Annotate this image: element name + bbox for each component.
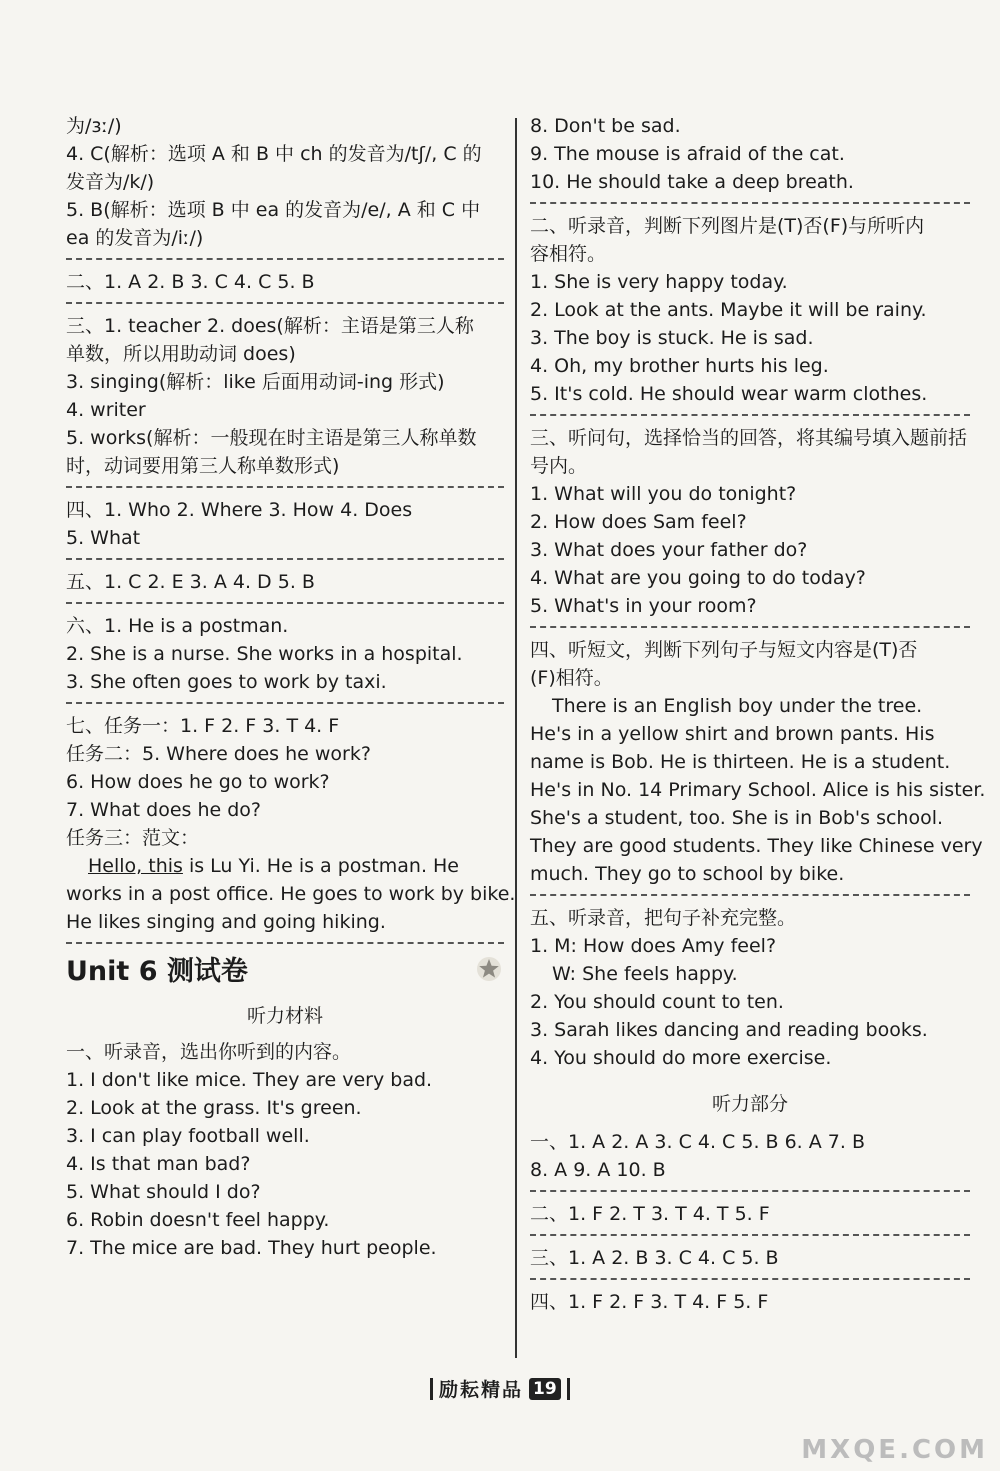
section-heading: 号内。: [530, 455, 588, 477]
answer-line: 发音为/k/): [66, 171, 155, 193]
answer-line: 一、1. A 2. A 3. C 4. C 5. B 6. A 7. B: [530, 1131, 866, 1153]
answer-line: 任务三：范文：: [66, 827, 200, 849]
right-column: [530, 112, 986, 1316]
page-footer: [430, 1375, 570, 1402]
passage-line: They are good students. They like Chinese very: [530, 835, 983, 857]
listening-line: 7. The mice are bad. They hurt people.: [66, 1237, 437, 1259]
star-icon: [476, 956, 502, 982]
answer-line: 四、1. F 2. F 3. T 4. F 5. F: [530, 1291, 769, 1313]
listening-line: 9. The mouse is afraid of the cat.: [530, 143, 845, 165]
page-number: 19: [529, 1378, 561, 1400]
dashed-divider: [66, 942, 504, 944]
essay-underlined: Hello, this: [88, 855, 183, 877]
answer-line: 5. B(解析：选项 B 中 ea 的发音为/e/, A 和 C 中: [66, 199, 481, 221]
answer-line: 时，动词要用第三人称单数形式): [66, 455, 340, 477]
passage-line: There is an English boy under the tree.: [552, 695, 923, 717]
listening-line: 1. What will you do tonight?: [530, 483, 797, 505]
listening-line: 2. Look at the ants. Maybe it will be rainy.: [530, 299, 927, 321]
passage-line: name is Bob. He is thirteen. He is a student.: [530, 751, 951, 773]
answer-line: 任务二：5. Where does he work?: [66, 743, 371, 765]
answer-line: ea 的发音为/iː/): [66, 227, 204, 249]
answers-title: 听力部分: [711, 1093, 788, 1115]
answer-line: 三、1. A 2. B 3. C 4. C 5. B: [530, 1247, 779, 1269]
essay-line: works in a post office. He goes to work by bike.: [66, 883, 516, 905]
passage-line: He's in No. 14 Primary School. Alice is his sister.: [530, 779, 986, 801]
answer-line: 7. What does he do?: [66, 799, 261, 821]
footer-bar: [430, 1378, 433, 1400]
listening-line: 1. I don't like mice. They are very bad.: [66, 1069, 433, 1091]
dashed-divider: [66, 702, 504, 704]
answer-line: 四、1. Who 2. Where 3. How 4. Does: [66, 499, 413, 521]
listening-line: 8. Don't be sad.: [530, 115, 681, 137]
listening-line: 3. I can play football well.: [66, 1125, 310, 1147]
passage-line: She's a student, too. She is in Bob's school.: [530, 807, 944, 829]
listening-line: 2. Look at the grass. It's green.: [66, 1097, 362, 1119]
unit-title: [66, 952, 504, 992]
listening-line: 1. M: How does Amy feel?: [530, 935, 777, 957]
watermark-text: MXQE.COM: [801, 1435, 988, 1465]
listening-line: 2. You should count to ten.: [530, 991, 784, 1013]
section-heading: (F)相符。: [530, 667, 613, 689]
listening-material-title: 听力材料: [246, 1005, 323, 1027]
listening-line: 3. Sarah likes dancing and reading books.: [530, 1019, 928, 1041]
listening-line: 4. You should do more exercise.: [530, 1047, 832, 1069]
dashed-divider: [66, 302, 504, 304]
passage-line: He's in a yellow shirt and brown pants. His: [530, 723, 935, 745]
dashed-divider: [530, 202, 970, 204]
dashed-divider: [530, 1278, 970, 1280]
listening-line: 3. The boy is stuck. He is sad.: [530, 327, 814, 349]
listening-line: 一、听录音，选出你听到的内容。: [66, 1041, 352, 1063]
dashed-divider: [66, 602, 504, 604]
dashed-divider: [530, 626, 970, 628]
answer-line: 3. She often goes to work by taxi.: [66, 671, 387, 693]
answer-line: 3. singing(解析：like 后面用动词-ing 形式): [66, 371, 445, 393]
listening-line: 4. What are you going to do today?: [530, 567, 866, 589]
section-heading: 五、听录音，把句子补充完整。: [530, 907, 797, 929]
answer-line: 二、1. F 2. T 3. T 4. T 5. F: [530, 1203, 770, 1225]
essay-text: is Lu Yi. He is a postman. He: [182, 855, 459, 877]
listening-line: 5. What's in your room?: [530, 595, 757, 617]
answer-line: 六、1. He is a postman.: [66, 615, 289, 637]
listening-line: 3. What does your father do?: [530, 539, 808, 561]
answer-line: 5. works(解析：一般现在时主语是第三人称单数: [66, 427, 477, 449]
section-heading: 容相符。: [530, 243, 607, 265]
section-2-answers: 二、1. A 2. B 3. C 4. C 5. B: [66, 271, 315, 293]
section-5-answers: 五、1. C 2. E 3. A 4. D 5. B: [66, 571, 315, 593]
listening-line: 5. What should I do?: [66, 1181, 261, 1203]
dashed-divider: [530, 1234, 970, 1236]
column-divider: [515, 118, 517, 1358]
answer-line: 三、1. teacher 2. does(解析：主语是第三人称: [66, 315, 474, 337]
dashed-divider: [530, 414, 970, 416]
listening-line: 5. It's cold. He should wear warm clothes.: [530, 383, 928, 405]
essay-line: He likes singing and going hiking.: [66, 911, 386, 933]
footer-bar: [567, 1378, 570, 1400]
answer-line: 单数，所以用助动词 does): [66, 343, 296, 365]
dashed-divider: [66, 486, 504, 488]
section-heading: 三、听问句，选择恰当的回答，将其编号填入题前括: [530, 427, 968, 449]
listening-line: 6. Robin doesn't feel happy.: [66, 1209, 330, 1231]
listening-line: 4. Oh, my brother hurts his leg.: [530, 355, 829, 377]
answer-line: 为/ɜː/): [66, 115, 122, 137]
answer-line: 4. writer: [66, 399, 146, 421]
listening-line: 4. Is that man bad?: [66, 1153, 251, 1175]
dashed-divider: [66, 258, 504, 260]
dashed-divider: [530, 1190, 970, 1192]
listening-line: W: She feels happy.: [552, 963, 738, 985]
listening-line: 1. She is very happy today.: [530, 271, 788, 293]
dashed-divider: [530, 894, 970, 896]
section-heading: 二、听录音，判断下列图片是(T)否(F)与所听内: [530, 215, 925, 237]
essay-line: [66, 852, 504, 880]
listening-line: 2. How does Sam feel?: [530, 511, 747, 533]
answer-line: 5. What: [66, 527, 141, 549]
section-heading: 四、听短文，判断下列句子与短文内容是(T)否: [530, 639, 918, 661]
answer-line: 七、任务一：1. F 2. F 3. T 4. F: [66, 715, 340, 737]
dashed-divider: [66, 558, 504, 560]
left-column: [66, 112, 516, 1262]
footer-brand: 励耘精品: [439, 1379, 524, 1401]
listening-line: 10. He should take a deep breath.: [530, 171, 854, 193]
answer-line: 4. C(解析：选项 A 和 B 中 ch 的发音为/tʃ/, C 的: [66, 143, 482, 165]
answer-line: 6. How does he go to work?: [66, 771, 330, 793]
answer-line: 8. A 9. A 10. B: [530, 1159, 666, 1181]
passage-line: much. They go to school by bike.: [530, 863, 845, 885]
answer-line: 2. She is a nurse. She works in a hospital.: [66, 643, 463, 665]
unit-title-text: Unit 6 测试卷: [66, 956, 248, 987]
